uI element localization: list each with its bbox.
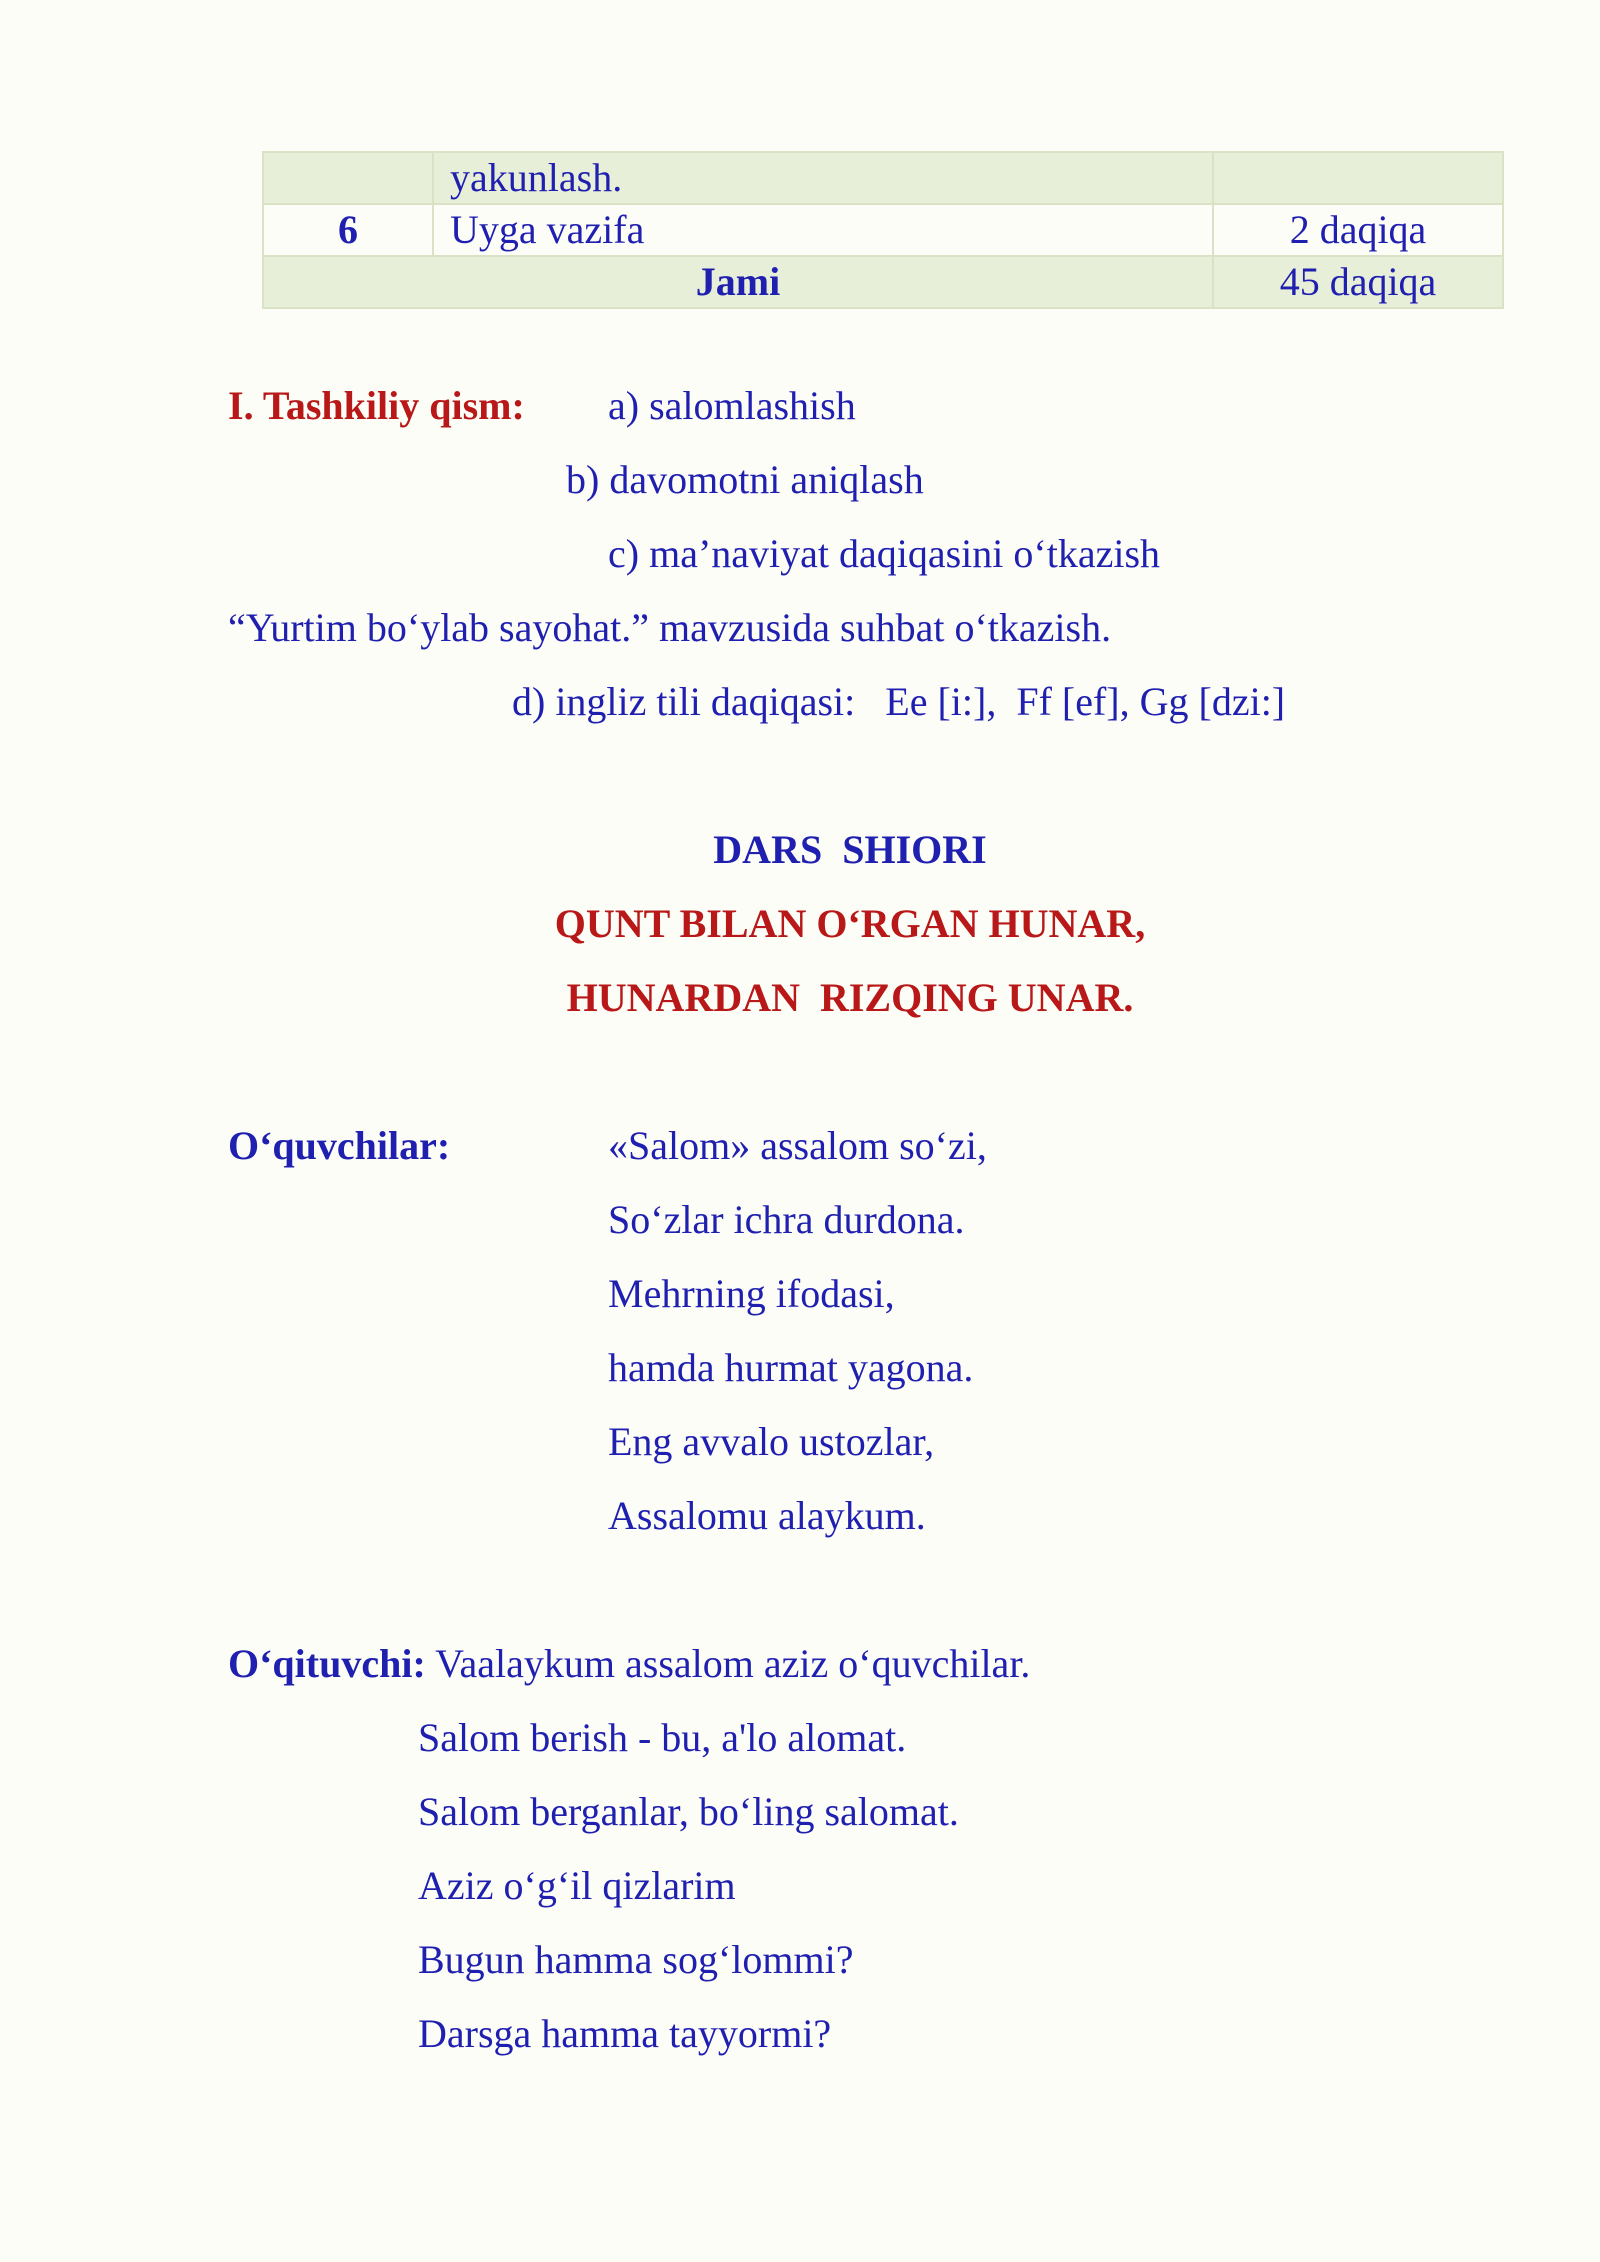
poem-line: «Salom» assalom so‘zi, bbox=[608, 1123, 987, 1168]
topic-line: “Yurtim bo‘ylab sayohat.” mavzusida suhbat o‘tkazish. bbox=[228, 605, 1112, 650]
teacher-line: Bugun hamma sog‘lommi? bbox=[418, 1937, 854, 1982]
teacher-line: Salom berganlar, bo‘ling salomat. bbox=[418, 1789, 959, 1834]
teacher-first-line bbox=[228, 1641, 1031, 1686]
row-activity: yakunlash. bbox=[433, 152, 1213, 204]
poem-line: hamda hurmat yagona. bbox=[608, 1345, 974, 1390]
teacher-line: Salom berish - bu, a'lo alomat. bbox=[418, 1715, 907, 1760]
poem-line: Eng avvalo ustozlar, bbox=[608, 1419, 935, 1464]
speaker-label-students: O‘quvchilar: bbox=[228, 1123, 451, 1168]
row-duration: 2 daqiqa bbox=[1213, 204, 1503, 256]
total-duration: 45 daqiqa bbox=[1213, 256, 1503, 308]
table-total-row bbox=[263, 256, 1503, 308]
row-activity: Uyga vazifa bbox=[433, 204, 1213, 256]
teacher-greeting: Vaalaykum assalom aziz o‘quvchilar. bbox=[425, 1641, 1031, 1686]
tashkiliy-item: a) salomlashish bbox=[608, 383, 856, 428]
tashkiliy-item: c) ma’naviyat daqiqasini o‘tkazish bbox=[608, 531, 1161, 576]
speaker-label-teacher: O‘qituvchi: bbox=[228, 1641, 426, 1686]
poem-line: Mehrning ifodasi, bbox=[608, 1271, 895, 1316]
tashkiliy-item: b) davomotni aniqlash bbox=[566, 457, 924, 502]
teacher-line: Darsga hamma tayyormi? bbox=[418, 2011, 832, 2056]
english-minute-line: d) ingliz tili daqiqasi: Ee [i:], Ff [ef], Gg [dzi:] bbox=[512, 679, 1286, 724]
table-row bbox=[263, 204, 1503, 256]
motto-title: DARS SHIORI bbox=[713, 827, 987, 872]
poem-line: Assalomu alaykum. bbox=[608, 1493, 926, 1538]
row-number bbox=[263, 152, 433, 204]
row-number: 6 bbox=[263, 204, 433, 256]
total-label: Jami bbox=[263, 256, 1213, 308]
row-duration bbox=[1213, 152, 1503, 204]
table-row bbox=[263, 152, 1503, 204]
teacher-line: Aziz o‘g‘il qizlarim bbox=[418, 1863, 736, 1908]
motto-line: HUNARDAN RIZQING UNAR. bbox=[566, 975, 1134, 1020]
motto-line: QUNT BILAN O‘RGAN HUNAR, bbox=[554, 901, 1146, 946]
poem-line: So‘zlar ichra durdona. bbox=[608, 1197, 965, 1242]
lesson-plan-table bbox=[262, 151, 1504, 309]
section-heading-tashkiliy: I. Tashkiliy qism: bbox=[228, 383, 525, 428]
